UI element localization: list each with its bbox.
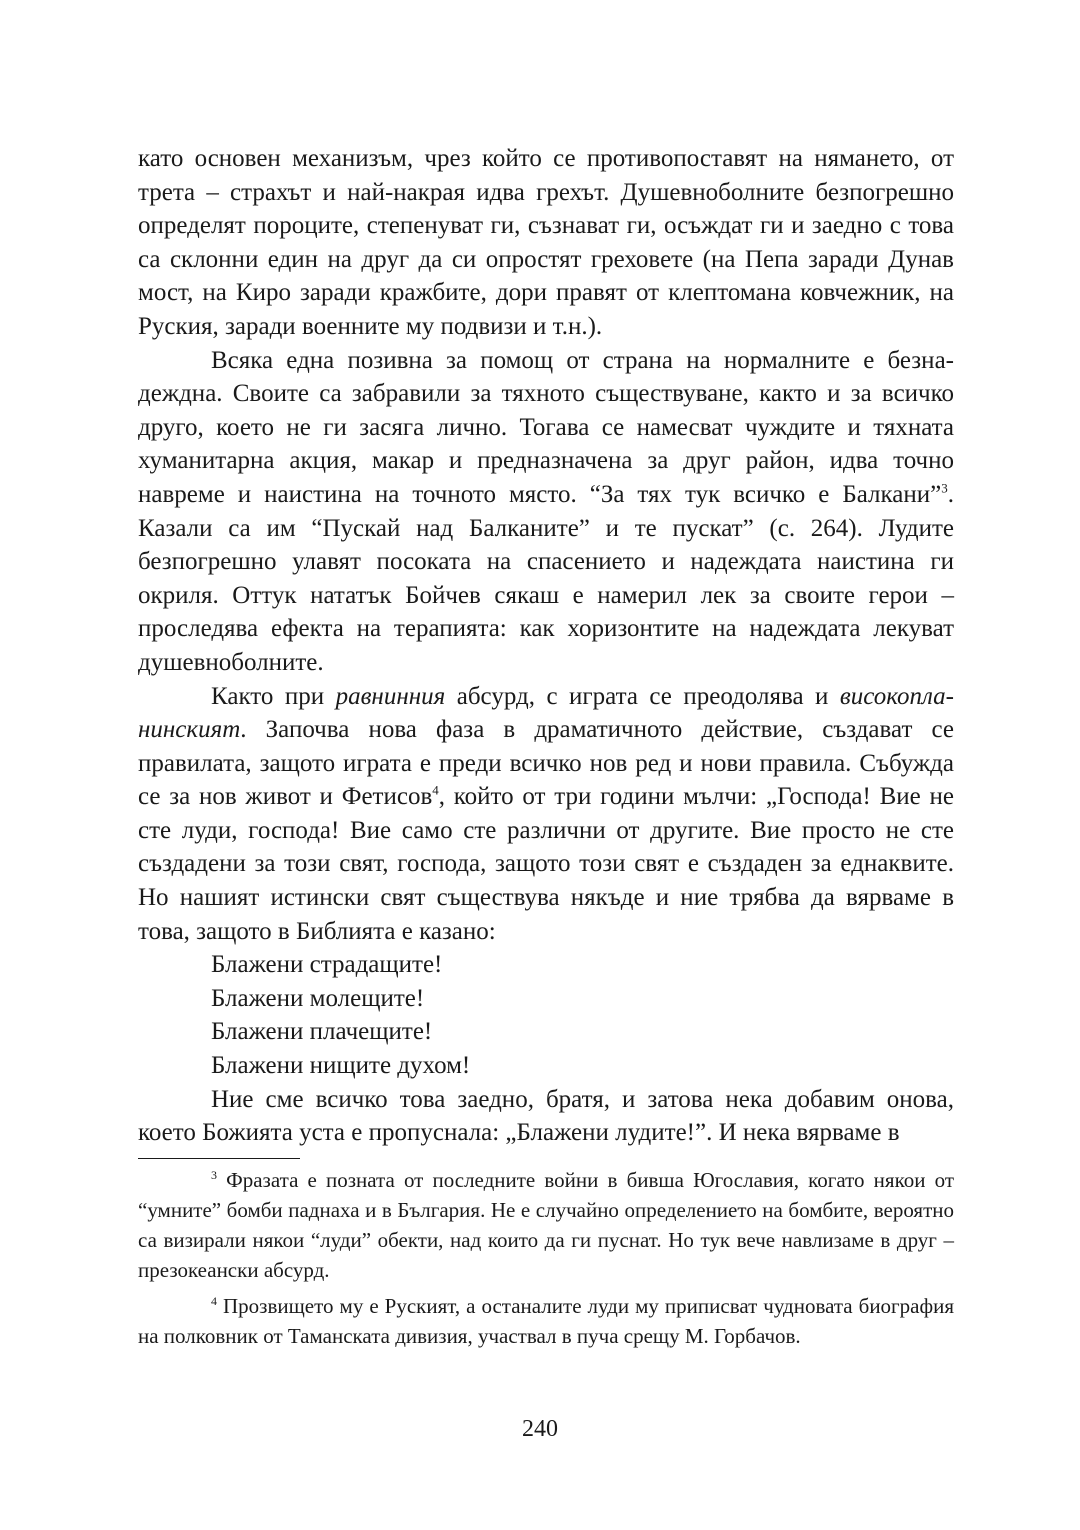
verse-line: Блажени плачещите! bbox=[211, 1018, 433, 1046]
page-content bbox=[138, 142, 954, 1351]
paragraph-continuation: като основен механизъм, чрез който се противопоставят на нямането, от трета – страхът и най-накрая идва грехът. Душевноболните безпогрешно определят пороците, степенуват ги, съзнават ги, осъждат ги и заедно с това са склонни един на друг да си опростят греховете (на Пепа заради Дунав мост, на Киро заради кражбите, дори правят от клептомана ковчежник, на Руския, заради военните му подвизи и т.н.). bbox=[138, 145, 954, 340]
paragraph-help-call bbox=[138, 344, 954, 680]
footnote-text: Прозвището му е Руският, а останалите луди му приписват чудновата биография на полковник от Таманската дивизия, участвал в пуча срещу М. Горбачов. bbox=[138, 1293, 954, 1348]
footnote-text: Фразата е позната от последните войни в бивша Югославия, когато някои от “умните” бомби паднаха и в България. Не е случайно определението на бомбите, вероятно са визирали някои “луди” обекти, над които да ги пуснат. Но тук вече навлизаме в друг – презокеански абсурд. bbox=[138, 1167, 954, 1282]
footnote-marker: 3 bbox=[211, 1167, 217, 1182]
paragraph-game bbox=[138, 680, 954, 949]
footnote-4 bbox=[138, 1291, 954, 1351]
footnote-marker: 4 bbox=[211, 1293, 217, 1308]
body-text bbox=[138, 142, 954, 1150]
paragraph-text: , който от три години мълчи: „Господа! Вие не сте луди, господа! Вие само сте различни от другите. Вие просто не сте създадени за този свят, господа, защото този свят е създаден за еднаквите. Но нашият истински свят съществува някъде и ние трябва да вярваме в това, защото в Библията е казано: bbox=[138, 783, 954, 945]
verse-line: Блажени молещите! bbox=[211, 984, 425, 1012]
footnote-3 bbox=[138, 1165, 954, 1285]
page-number: 240 bbox=[522, 1416, 558, 1442]
paragraph-text: Както при bbox=[211, 682, 336, 710]
footnote-divider bbox=[138, 1158, 300, 1159]
verse-line: Блажени нищите духом! bbox=[211, 1052, 471, 1080]
emphasis-visokoplaninskiat: високопланинският bbox=[138, 682, 954, 744]
footnote-ref-3[interactable]: 3 bbox=[941, 480, 948, 496]
paragraph-text: . Започва нова фаза в драматичното действие, създават се правилата, защото играта е преди всичко нов ред и нови правила. Събужда се за нов живот и Фетисов bbox=[138, 716, 954, 811]
verse-line: Блажени страдащите! bbox=[211, 951, 443, 979]
paragraph-text: . Казали са им “Пускай над Балканите” и те пускат” (с. 264). Лудите безпогрешно улавят посоката на спасението и надеждата наистина ги окриля. Оттук нататък Бойчев сякаш е намерил лек за своите герои – проследява ефекта на терапията: как хоризонтите на надеждата лекуват душевноболните. bbox=[138, 480, 954, 676]
paragraph-text: Всяка една позивна за помощ от страна на нормалните е безнадеждна. Своите са забравили за тяхното съществуване, както и за всичко друго, което не ги засяга лично. Тогава се намесват чуждите и тяхната хуманитарна акция, макар и предназначена за друг район, идва точно навреме и наистина на точното място. “За тях тук всичко е Балкани” bbox=[138, 346, 954, 508]
emphasis-ravninnia: равнинния bbox=[335, 682, 446, 710]
paragraph-text: абсурд, с играта се преодолява и bbox=[445, 682, 840, 710]
footnotes bbox=[138, 1165, 954, 1351]
paragraph-blessed: Ние сме всичко това заедно, братя, и затова нека добавим онова, което Божията уста е пропуснала: „Блажени лудите!”. И нека вярваме в bbox=[138, 1085, 954, 1147]
footnote-ref-4[interactable]: 4 bbox=[432, 782, 439, 798]
